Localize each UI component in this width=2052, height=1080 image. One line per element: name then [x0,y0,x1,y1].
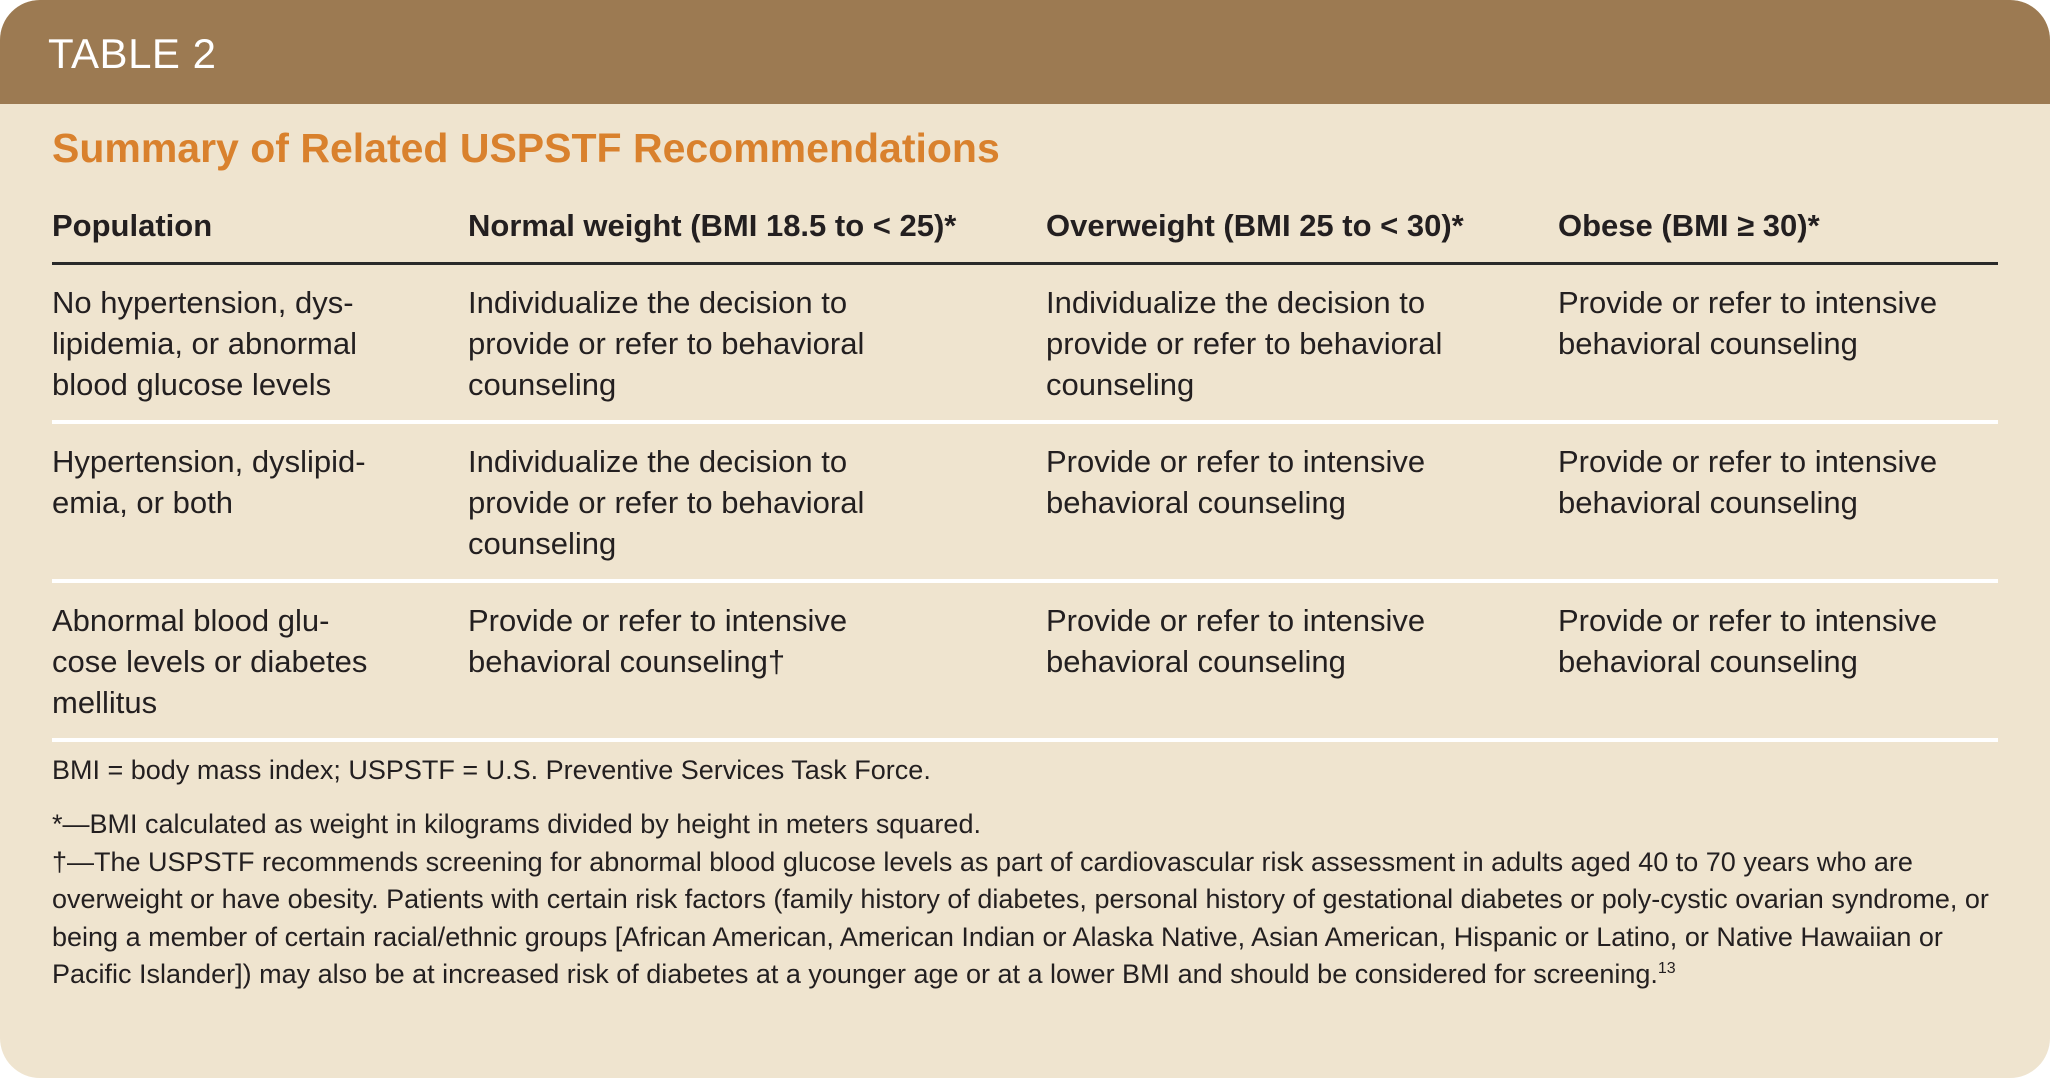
table-number-label: TABLE 2 [48,30,217,77]
table-header-bar [0,0,2050,104]
recommendations-table [52,200,1998,742]
cell-obese: Provide or refer to intensive behavioral counseling [1558,444,1938,520]
cell-normal-weight: Individualize the decision to provide or refer to behavioral counseling [468,444,865,561]
column-header-overweight: Overweight (BMI 25 to < 30)* [1046,208,1464,243]
table-footnotes [52,752,2002,994]
footnote-bmi: *—BMI calculated as weight in kilograms divided by height in meters squared. [52,809,981,839]
cell-obese: Provide or refer to intensive behavioral counseling [1558,603,1938,679]
column-header-obese: Obese (BMI ≥ 30)* [1558,208,1820,243]
abbreviations-note: BMI = body mass index; USPSTF = U.S. Preventive Services Task Force. [52,755,931,785]
footnote-dagger-text: †—The USPSTF recommends screening for abnormal blood glucose levels as part of cardiovascular risk assessment in adults aged 40 to 70 years who are overweight or have obesity. Patients with certain risk factors (family history of diabetes, personal history of gestational diabetes or poly-cystic ovarian syndrome, or being a member of certain racial/ethnic groups [African American, American Indian or Alaska Native, Asian American, Hispanic or Latino, or Native Hawaiian or Pacific Islander]) may also be at increased risk of diabetes at a younger age or at a lower BMI and should be considered for screening. [52,846,1989,989]
table-title: Summary of Related USPSTF Recommendations [52,125,1000,171]
cell-population: Hypertension, dyslipid- emia, or both [52,444,366,520]
cell-population: No hypertension, dys- lipidemia, or abnormal blood glucose levels [52,285,357,402]
column-header-normal-weight: Normal weight (BMI 18.5 to < 25)* [468,208,957,243]
table-row [52,424,1998,583]
cell-obese: Provide or refer to intensive behavioral counseling [1558,285,1938,361]
footnote-dagger [52,844,2002,994]
cell-normal-weight: Provide or refer to intensive behavioral counseling† [468,603,848,679]
cell-normal-weight: Individualize the decision to provide or refer to behavioral counseling [468,285,865,402]
cell-overweight: Provide or refer to intensive behavioral counseling [1046,603,1426,679]
table-row [52,583,1998,742]
reference-superscript: 13 [1657,960,1676,977]
cell-population: Abnormal blood glu- cose levels or diabetes mellitus [52,603,368,720]
cell-overweight: Individualize the decision to provide or refer to behavioral counseling [1046,285,1443,402]
column-header-population: Population [52,208,213,243]
table-header-row [52,200,1998,265]
table-row [52,265,1998,424]
cell-overweight: Provide or refer to intensive behavioral counseling [1046,444,1426,520]
